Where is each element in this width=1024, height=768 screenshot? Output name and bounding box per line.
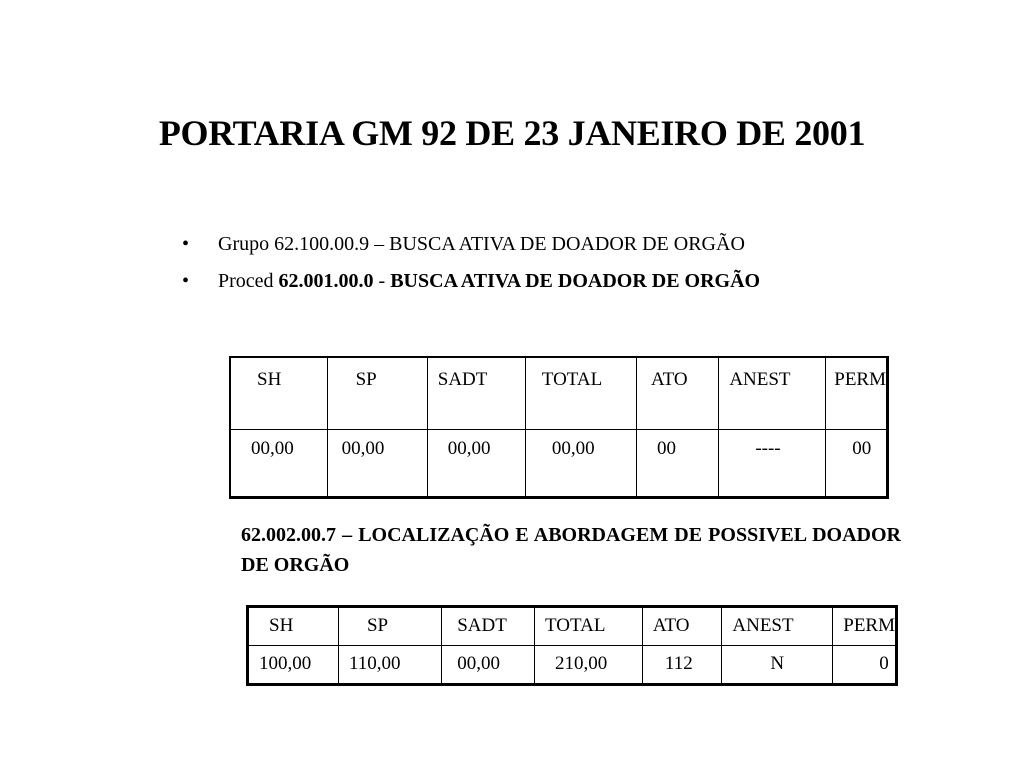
table-row [248, 646, 897, 685]
bullet-prefix: Proced [218, 270, 279, 292]
header-cell: TOTAL [535, 607, 643, 646]
bullet-list [182, 230, 760, 304]
header-cell: ANEST [722, 607, 833, 646]
value-cell: 00 [852, 438, 872, 459]
bullet-separator: - [373, 270, 391, 292]
page-title: PORTARIA GM 92 DE 23 JANEIRO DE 2001 [158, 113, 866, 153]
value-cell: 00,00 [442, 646, 535, 685]
procedure-values-table-1 [229, 356, 889, 499]
header-cell: SP [327, 357, 427, 430]
header-cell: SH [230, 357, 327, 430]
header-cell: ATO [642, 607, 721, 646]
value-cell: 100,00 [248, 646, 339, 685]
bullet-item-proced [182, 267, 760, 304]
procedure-heading: 62.002.00.7 – LOCALIZAÇÃO E ABORDAGEM DE POSSIVEL DOADOR DE ORGÃO [241, 524, 901, 576]
header-cell: SADT [427, 357, 525, 430]
header-cell: SADT [442, 607, 535, 646]
procedure-code: 62.001.00.0 [278, 270, 374, 292]
header-cell: ANEST [719, 357, 826, 430]
value-cell: N [722, 646, 833, 685]
value-cell: 110,00 [338, 646, 441, 685]
bullet-text: Grupo 62.100.00.9 – BUSCA ATIVA DE DOADOR DE ORGÃO [218, 233, 745, 255]
value-cell: 00,00 [230, 430, 327, 498]
bullet-marker: • [182, 270, 190, 292]
header-cell: PERM [833, 607, 897, 646]
bullet-marker: • [182, 233, 190, 255]
header-cell: PERM [826, 357, 888, 430]
value-cell: ---- [719, 430, 826, 498]
table-header-row [248, 607, 897, 646]
value-cell: 0 [879, 653, 889, 674]
header-cell: TOTAL [525, 357, 636, 430]
value-cell: 00,00 [327, 430, 427, 498]
value-cell: 112 [642, 646, 721, 685]
procedure-description: BUSCA ATIVA DE DOADOR DE ORGÃO [390, 270, 761, 292]
bullet-item-grupo [182, 230, 760, 267]
value-cell: 00 [637, 430, 719, 498]
value-cell: 00,00 [525, 430, 636, 498]
header-cell: ATO [637, 357, 719, 430]
value-cell: 00,00 [427, 430, 525, 498]
value-cell: 210,00 [535, 646, 643, 685]
table-header-row [230, 357, 888, 430]
header-cell: SH [248, 607, 339, 646]
table-row [230, 430, 888, 498]
header-cell: SP [338, 607, 441, 646]
procedure-values-table-2 [246, 605, 898, 686]
